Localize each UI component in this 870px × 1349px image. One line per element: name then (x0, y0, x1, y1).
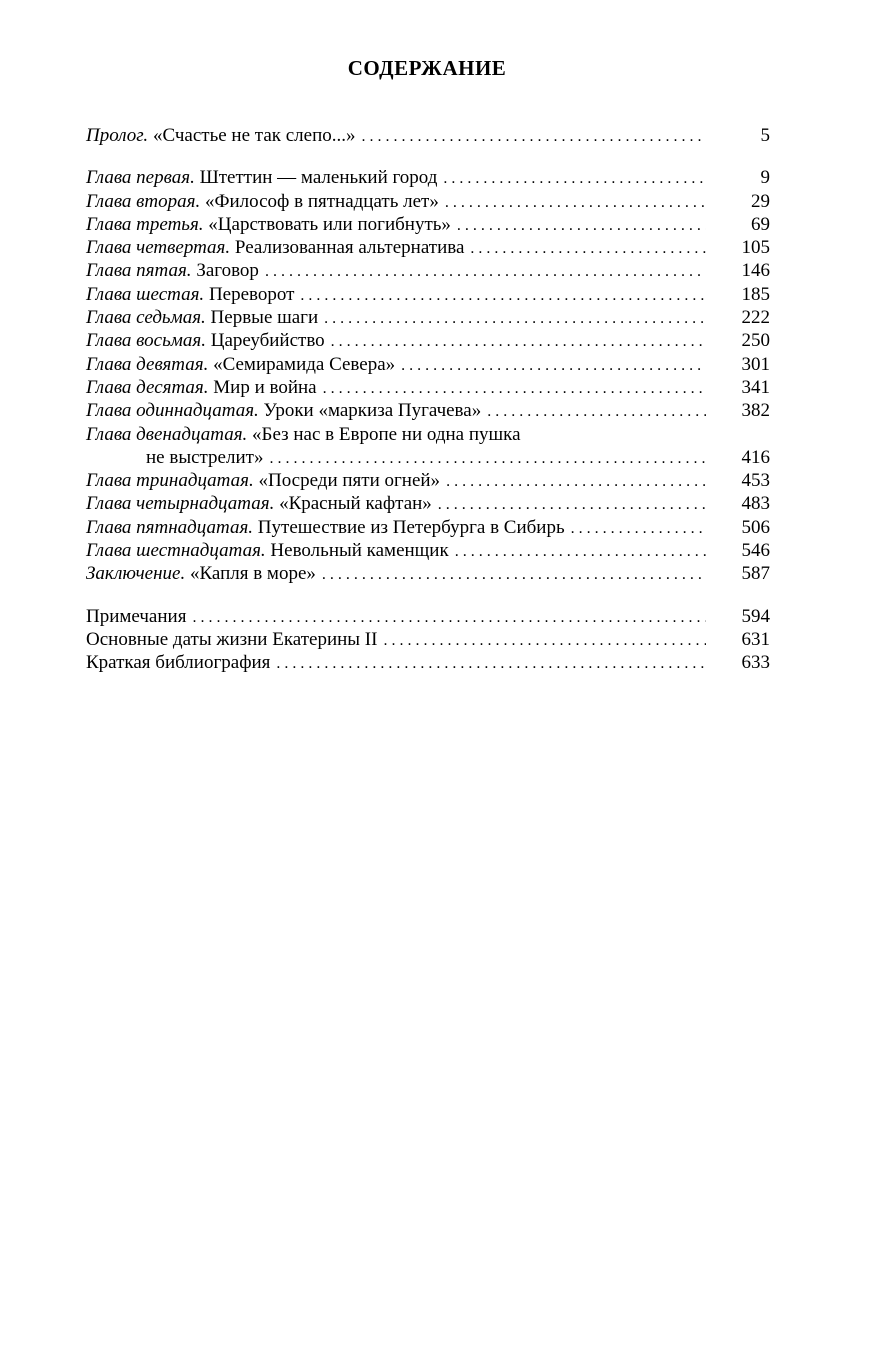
toc-entry-title: Путешествие из Петербурга в Сибирь (253, 516, 565, 538)
dot-leader (269, 447, 706, 470)
toc-entry-chapter-15[interactable] (86, 516, 770, 539)
toc-entry-label (86, 190, 439, 213)
toc-entry-label (86, 353, 395, 376)
toc-page-number: 416 (741, 446, 770, 468)
toc-entry-title: «Капля в море» (185, 563, 316, 585)
toc-entry-title: Примечания (86, 605, 187, 627)
toc-entry-label (86, 124, 356, 147)
toc-entry-chapter-2[interactable] (86, 190, 770, 213)
toc-entry-title: Краткая библиография (86, 652, 271, 674)
toc-entry-title-continued: не выстрелит» (146, 446, 264, 468)
toc-entry-prefix: Глава одиннадцатая. (86, 400, 259, 422)
toc-entry-prefix: Глава девятая. (86, 353, 209, 375)
toc-entry-prefix: Глава двенадцатая. (86, 423, 248, 445)
toc-entry-title: Основные даты жизни Екатерины II (86, 628, 378, 650)
dot-leader (446, 470, 706, 493)
toc-entry-label (86, 376, 317, 399)
toc-entry-title: «Семирамида Севера» (208, 353, 396, 375)
toc-entry-title: Реализованная альтернатива (230, 237, 465, 259)
toc-page-number: 341 (741, 376, 770, 398)
toc-entry-key-dates[interactable] (86, 628, 770, 651)
toc-entry-title: Невольный каменщик (265, 540, 449, 562)
dot-leader (324, 307, 706, 330)
toc-entry-title: «Царствовать или погибнуть» (203, 213, 451, 235)
dot-leader (383, 629, 706, 652)
dot-leader (438, 493, 706, 516)
toc-entry-title: «Счастье не так слепо...» (148, 125, 356, 146)
toc-entry-label (86, 423, 521, 446)
toc-entry-title: Мир и война (208, 376, 317, 398)
toc-entry-title: «Красный кафтан» (274, 493, 432, 515)
toc-entry-prefix: Глава седьмая. (86, 307, 206, 329)
toc-entry-prefix: Глава шестая. (86, 283, 205, 305)
toc-page-number: 9 (760, 167, 770, 189)
toc-entry-bibliography[interactable] (86, 651, 770, 674)
toc-entry-chapter-11[interactable] (86, 399, 770, 422)
toc-entry-label (86, 236, 464, 259)
toc-entry-label (86, 399, 481, 422)
toc-page-number: 382 (741, 400, 770, 422)
toc-entry-label (86, 213, 451, 236)
dot-leader (470, 237, 706, 260)
toc-entry-prefix: Глава первая. (86, 167, 195, 189)
toc-entry-title: Цареубийство (205, 330, 325, 352)
dot-leader (455, 540, 706, 563)
toc-entry-label (86, 306, 318, 329)
toc-entry-prologue[interactable] (86, 124, 770, 147)
toc-page-number: 506 (741, 516, 770, 538)
table-of-contents (86, 124, 770, 675)
toc-entry-chapter-12-continued[interactable] (86, 446, 770, 469)
toc-page-number: 5 (760, 125, 770, 146)
toc-entry-label (86, 539, 449, 562)
toc-page-number: 185 (741, 283, 770, 305)
toc-entry-chapter-4[interactable] (86, 236, 770, 259)
toc-entry-title: Уроки «маркиза Пугачева» (258, 400, 482, 422)
toc-entry-chapter-3[interactable] (86, 213, 770, 236)
dot-leader (571, 517, 706, 540)
toc-entry-prefix: Глава тринадцатая. (86, 470, 254, 492)
toc-page-number: 29 (751, 190, 770, 212)
toc-page-number: 631 (741, 628, 770, 650)
toc-page-number: 483 (741, 493, 770, 515)
dot-leader (445, 191, 706, 214)
dot-leader (443, 167, 706, 190)
dot-leader (276, 652, 706, 675)
toc-entry-prefix: Глава пятнадцатая. (86, 516, 254, 538)
dot-leader (401, 354, 706, 377)
toc-page-number: 453 (741, 470, 770, 492)
toc-entry-label (86, 329, 325, 352)
toc-entry-title: Переворот (204, 283, 295, 305)
dot-leader (322, 563, 706, 586)
dot-leader (192, 606, 706, 629)
dot-leader (300, 284, 706, 307)
toc-page-number: 587 (741, 563, 770, 585)
toc-entry-chapter-14[interactable] (86, 492, 770, 515)
dot-leader (265, 260, 706, 283)
toc-entry-label (86, 469, 440, 492)
toc-page-number: 222 (741, 307, 770, 329)
toc-entry-chapter-13[interactable] (86, 469, 770, 492)
toc-entry-conclusion[interactable] (86, 562, 770, 585)
toc-entry-chapter-6[interactable] (86, 283, 770, 306)
toc-entry-chapter-12[interactable] (86, 423, 770, 446)
toc-entry-prefix: Пролог. (86, 125, 149, 146)
toc-entry-chapter-10[interactable] (86, 376, 770, 399)
toc-page-number: 250 (741, 330, 770, 352)
toc-entry-label (86, 492, 432, 515)
toc-entry-prefix: Глава вторая. (86, 190, 201, 212)
page-title: СОДЕРЖАНИЕ (347, 56, 507, 80)
toc-entry-title: «Философ в пятнадцать лет» (200, 190, 439, 212)
toc-entry-title: «Без нас в Европе ни одна пушка (247, 423, 521, 445)
toc-entry-prefix: Глава шестнадцатая. (86, 540, 266, 562)
toc-page-number: 546 (741, 540, 770, 562)
toc-page-number: 146 (741, 260, 770, 282)
toc-entry-chapter-16[interactable] (86, 539, 770, 562)
toc-entry-label (86, 516, 565, 539)
toc-page-number: 594 (741, 605, 770, 627)
dot-leader (487, 400, 706, 423)
toc-page-number: 69 (751, 213, 770, 235)
toc-entry-prefix: Глава четвертая. (86, 237, 231, 259)
toc-entry-prefix: Глава десятая. (86, 376, 209, 398)
dot-leader (323, 377, 706, 400)
toc-entry-title: Штеттин — маленький город (194, 167, 438, 189)
toc-entry-prefix: Глава пятая. (86, 260, 192, 282)
dot-leader (331, 330, 706, 353)
toc-entry-prefix: Глава четырнадцатая. (86, 493, 275, 515)
toc-entry-title: Первые шаги (205, 307, 319, 329)
toc-entry-prefix: Глава третья. (86, 213, 204, 235)
toc-entry-label (86, 283, 294, 306)
toc-entry-prefix: Глава восьмая. (86, 330, 206, 352)
toc-entry-chapter-1[interactable] (86, 166, 770, 189)
toc-entry-notes[interactable] (86, 605, 770, 628)
toc-entry-prefix: Заключение. (86, 563, 186, 585)
toc-entry-title: Заговор (191, 260, 259, 282)
toc-entry-label (86, 166, 437, 189)
dot-leader (362, 125, 707, 148)
toc-page-number: 301 (741, 353, 770, 375)
toc-page-number: 633 (741, 652, 770, 674)
toc-entry-chapter-9[interactable] (86, 353, 770, 376)
toc-entry-label (86, 562, 316, 585)
dot-leader (457, 214, 706, 237)
toc-entry-chapter-5[interactable] (86, 259, 770, 282)
toc-entry-title: «Посреди пяти огней» (253, 470, 441, 492)
toc-entry-label (86, 259, 259, 282)
toc-page-number: 105 (741, 237, 770, 259)
toc-entry-chapter-8[interactable] (86, 329, 770, 352)
toc-entry-chapter-7[interactable] (86, 306, 770, 329)
